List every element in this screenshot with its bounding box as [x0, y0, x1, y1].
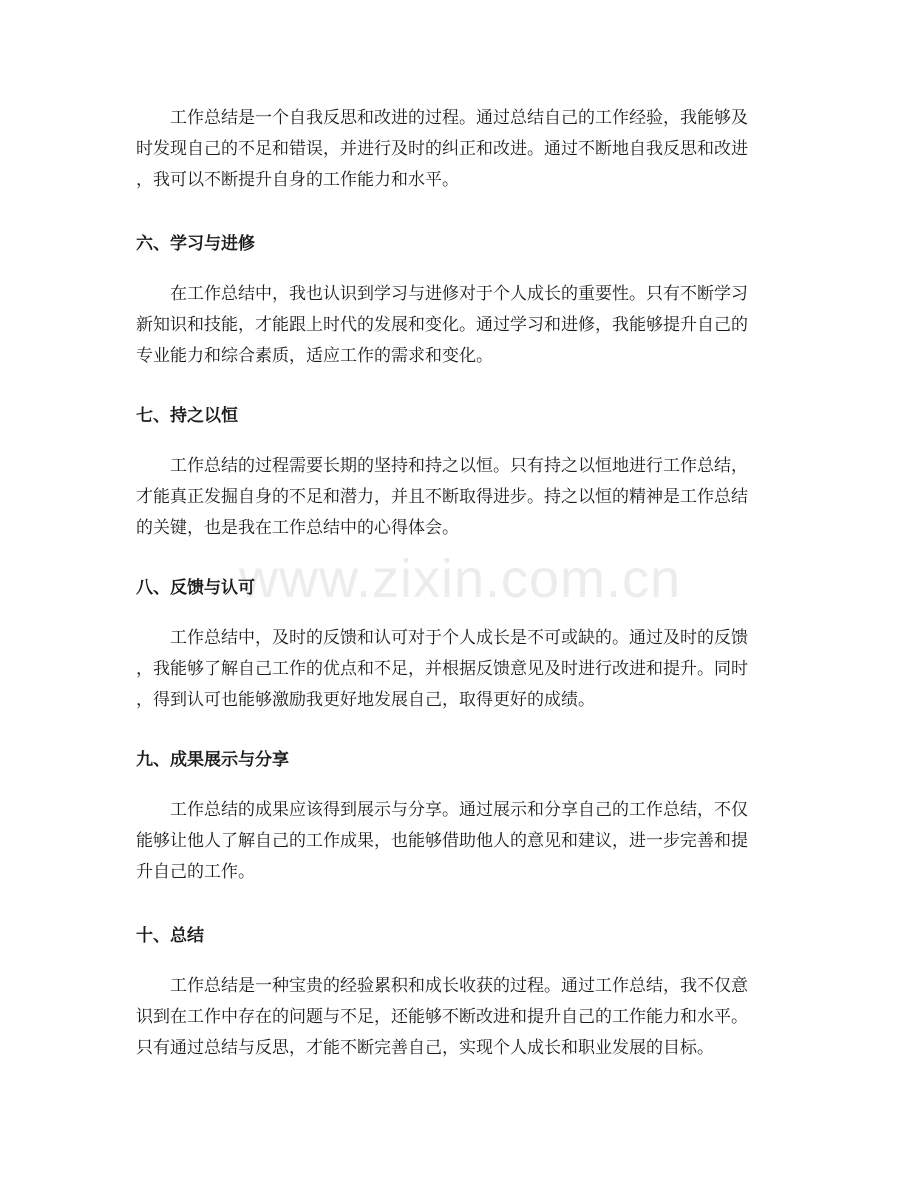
paragraph-self-reflection: [136, 103, 796, 196]
paragraph-line: 新知识和技能，才能跟上时代的发展和变化。通过学习和进修，我能够提升自己的: [136, 315, 748, 335]
paragraph-line: ，我可以不断提升自身的工作能力和水平。: [136, 170, 459, 190]
paragraph-line: 专业能力和综合素质，适应工作的需求和变化。: [136, 346, 493, 366]
paragraph-sharing: [136, 795, 796, 888]
paragraph-line: 工作总结是一种宝贵的经验累积和成长收获的过程。通过工作总结，我不仅意: [170, 976, 748, 996]
paragraph-line: 工作总结是一个自我反思和改进的过程。通过总结自己的工作经验，我能够及: [170, 108, 748, 128]
paragraph-line: 工作总结的过程需要长期的坚持和持之以恒。只有持之以恒地进行工作总结，: [170, 456, 748, 476]
paragraph-line: 工作总结中，及时的反馈和认可对于个人成长是不可或缺的。通过及时的反馈: [170, 628, 748, 648]
paragraph-line: 升自己的工作。: [136, 862, 255, 882]
section-heading-feedback: 八、反馈与认可: [136, 578, 255, 598]
section-heading-learning: 六、学习与进修: [136, 234, 255, 254]
watermark: www.zixin.com.cn: [238, 549, 682, 609]
paragraph-learning: [136, 279, 796, 372]
section-heading-summary: 十、总结: [136, 926, 204, 946]
paragraph-line: 时发现自己的不足和错误，并进行及时的纠正和改进。通过不断地自我反思和改进: [136, 139, 748, 159]
paragraph-line: 只有通过总结与反思，才能不断完善自己，实现个人成长和职业发展的目标。: [136, 1038, 714, 1058]
paragraph-summary: [136, 971, 796, 1064]
paragraph-line: 工作总结的成果应该得到展示与分享。通过展示和分享自己的工作总结，不仅: [170, 800, 748, 820]
section-heading-sharing: 九、成果展示与分享: [136, 750, 289, 770]
paragraph-line: 在工作总结中，我也认识到学习与进修对于个人成长的重要性。只有不断学习: [170, 284, 748, 304]
paragraph-line: ，得到认可也能够激励我更好地发展自己，取得更好的成绩。: [136, 690, 595, 710]
paragraph-line: 的关键，也是我在工作总结中的心得体会。: [136, 518, 459, 538]
paragraph-persistence: [136, 451, 796, 544]
paragraph-line: 能够让他人了解自己的工作成果，也能够借助他人的意见和建议，进一步完善和提: [136, 831, 748, 851]
paragraph-line: 才能真正发掘自身的不足和潜力，并且不断取得进步。持之以恒的精神是工作总结: [136, 487, 748, 507]
paragraph-line: ，我能够了解自己工作的优点和不足，并根据反馈意见及时进行改进和提升。同时: [136, 659, 748, 679]
section-heading-persistence: 七、持之以恒: [136, 406, 238, 426]
paragraph-line: 识到在工作中存在的问题与不足，还能够不断改进和提升自己的工作能力和水平。: [136, 1007, 748, 1027]
paragraph-feedback: [136, 623, 796, 716]
